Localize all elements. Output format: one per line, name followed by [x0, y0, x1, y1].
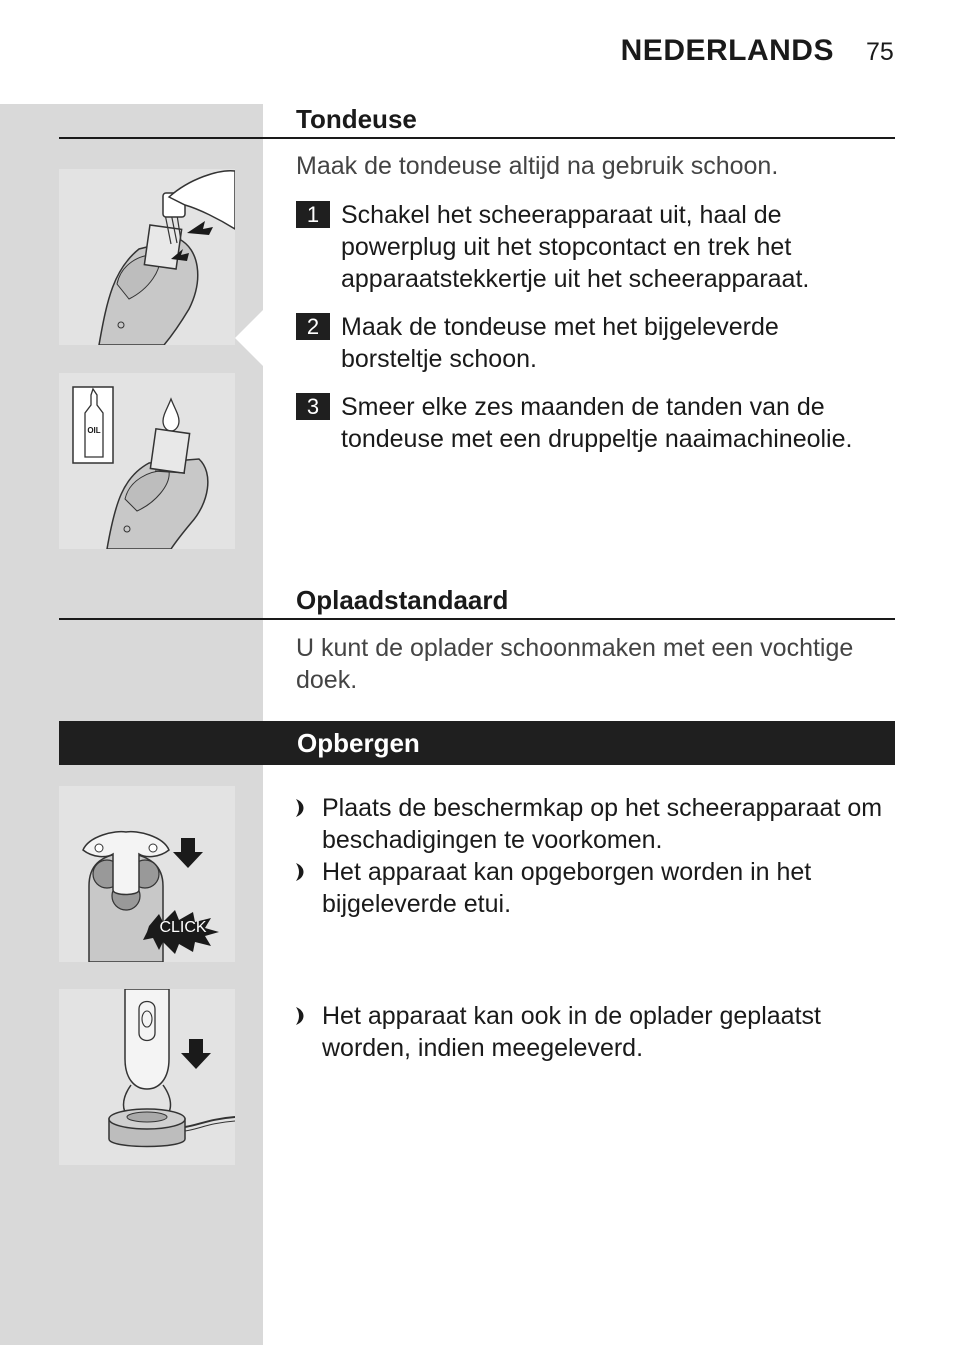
section-title-oplaadstandaard: Oplaadstandaard	[296, 585, 509, 615]
step-3	[296, 391, 886, 455]
page-number: 75	[866, 38, 894, 66]
step-1	[296, 199, 886, 295]
language-header: NEDERLANDS	[620, 34, 834, 67]
step-text: Smeer elke zes maanden de tanden van de tondeuse met een druppeltje naaimachineolie.	[341, 393, 853, 453]
illustration-pointer	[235, 788, 263, 844]
bullet-text: Het apparaat kan ook in de oplader geplaatst worden, indien meegeleverd.	[322, 1002, 821, 1062]
illustration-charger-stand	[59, 989, 235, 1165]
bullet-item	[296, 1000, 886, 1064]
bullet-text: Het apparaat kan opgeborgen worden in het bijgeleverde etui.	[322, 858, 812, 918]
section-title-tondeuse: Tondeuse	[296, 104, 417, 134]
tondeuse-lead: Maak de tondeuse altijd na gebruik schoon.	[296, 152, 779, 180]
step-number: 3	[296, 393, 330, 420]
bullet-arrow-icon	[296, 856, 322, 888]
oplaadstandaard-lead: U kunt de oplader schoonmaken met een vochtige doek.	[296, 634, 854, 694]
bullet-item	[296, 792, 886, 856]
step-text: Maak de tondeuse met het bijgeleverde borsteltje schoon.	[341, 313, 779, 373]
illustration-oil-trimmer	[59, 373, 235, 549]
illustration-protection-cap	[59, 786, 235, 962]
bullet-item	[296, 856, 886, 920]
bullet-arrow-icon	[296, 1000, 322, 1032]
step-number: 1	[296, 201, 330, 228]
click-label: CLICK	[159, 919, 207, 936]
step-text: Schakel het scheerapparaat uit, haal de powerplug uit het stopcontact en trek het apparaatstekkertje uit het scheerapparaat.	[341, 201, 810, 293]
bullet-arrow-icon	[296, 792, 322, 824]
section-title-opbergen: Opbergen	[297, 728, 420, 758]
illustration-brush-trimmer	[59, 169, 235, 345]
section-rule	[59, 137, 895, 139]
step-number: 2	[296, 313, 330, 340]
illustration-pointer	[235, 310, 263, 366]
section-rule	[59, 618, 895, 620]
bullet-text: Plaats de beschermkap op het scheerapparaat om beschadigingen te voorkomen.	[322, 794, 883, 854]
section-banner-opbergen	[59, 721, 895, 765]
step-2	[296, 311, 886, 375]
oil-label: OIL	[87, 426, 101, 435]
